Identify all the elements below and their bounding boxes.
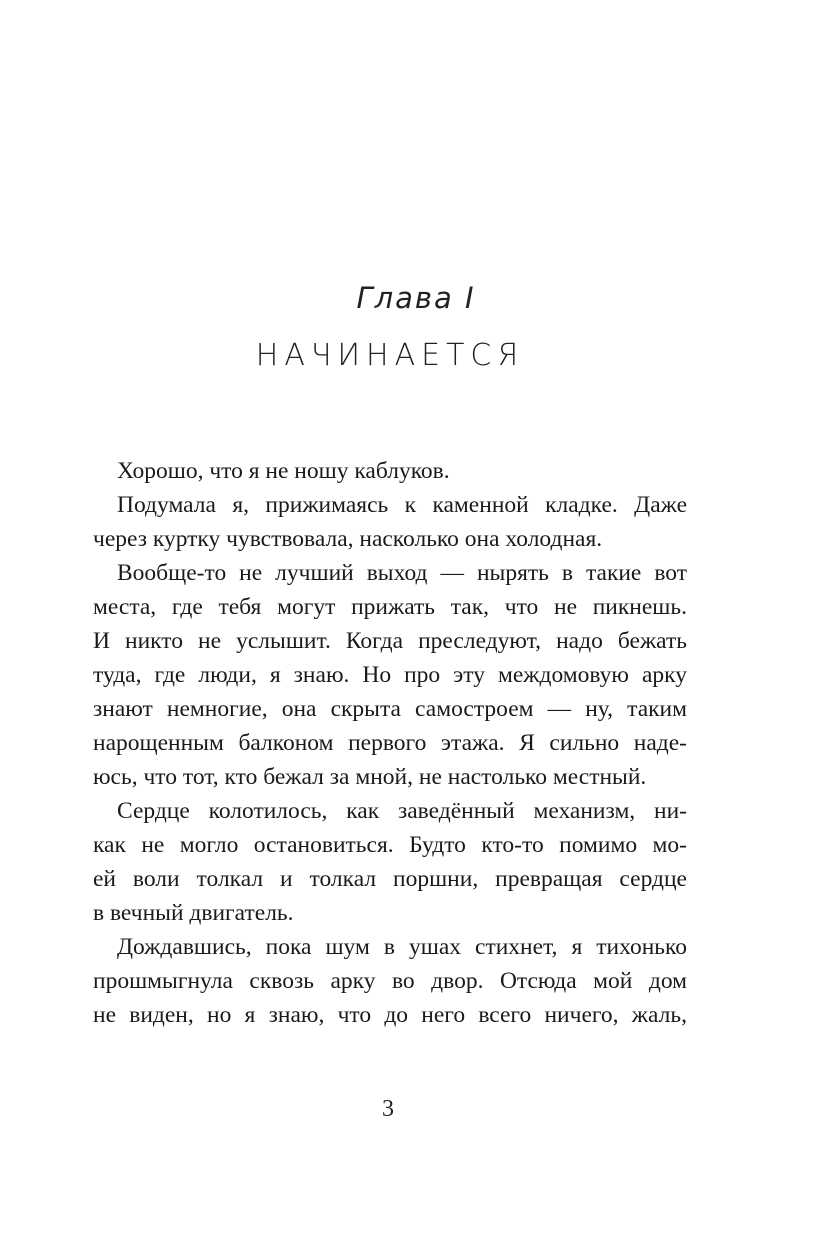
text-line: Сердце колотилось, как заведённый механизм, ни- [117,798,687,824]
chapter-label: Глава I [356,281,476,315]
text-line: юсь, что тот, кто бежал за мной, не настолько местный. [93,764,647,790]
text-line: знают немногие, она скрыта самостроем — ну, таким [93,696,687,722]
text-line: через куртку чувствовала, насколько она холодная. [93,526,603,552]
text-line: как не могло остановиться. Будто кто-то помимо мо- [93,832,687,858]
text-line: места, где тебя могут прижать так, что не пикнешь. [93,594,687,620]
chapter-title: НАЧИНАЕТСЯ [255,338,525,373]
text-line: Дождавшись, пока шум в ушах стихнет, я тихонько [117,934,687,960]
text-line: нарощенным балконом первого этажа. Я сильно наде- [93,730,687,756]
text-line: Вообще-то не лучший выход — нырять в такие вот [117,560,687,586]
page-number: 3 [382,1096,394,1122]
text-line: ей воли толкал и толкал поршни, превращая сердце [93,866,687,892]
text-line: не виден, но я знаю, что до него всего ничего, жаль, [93,1002,687,1028]
text-line: прошмыгнула сквозь арку во двор. Отсюда мой дом [93,968,687,994]
text-line: туда, где люди, я знаю. Но про эту междомовую арку [93,662,687,688]
body-text [93,454,687,1032]
text-line: Хорошо, что я не ношу каблуков. [117,458,450,484]
text-line: в вечный двигатель. [93,900,294,926]
text-line: И никто не услышит. Когда преследуют, надо бежать [93,628,687,654]
text-line: Подумала я, прижимаясь к каменной кладке. Даже [117,492,687,518]
